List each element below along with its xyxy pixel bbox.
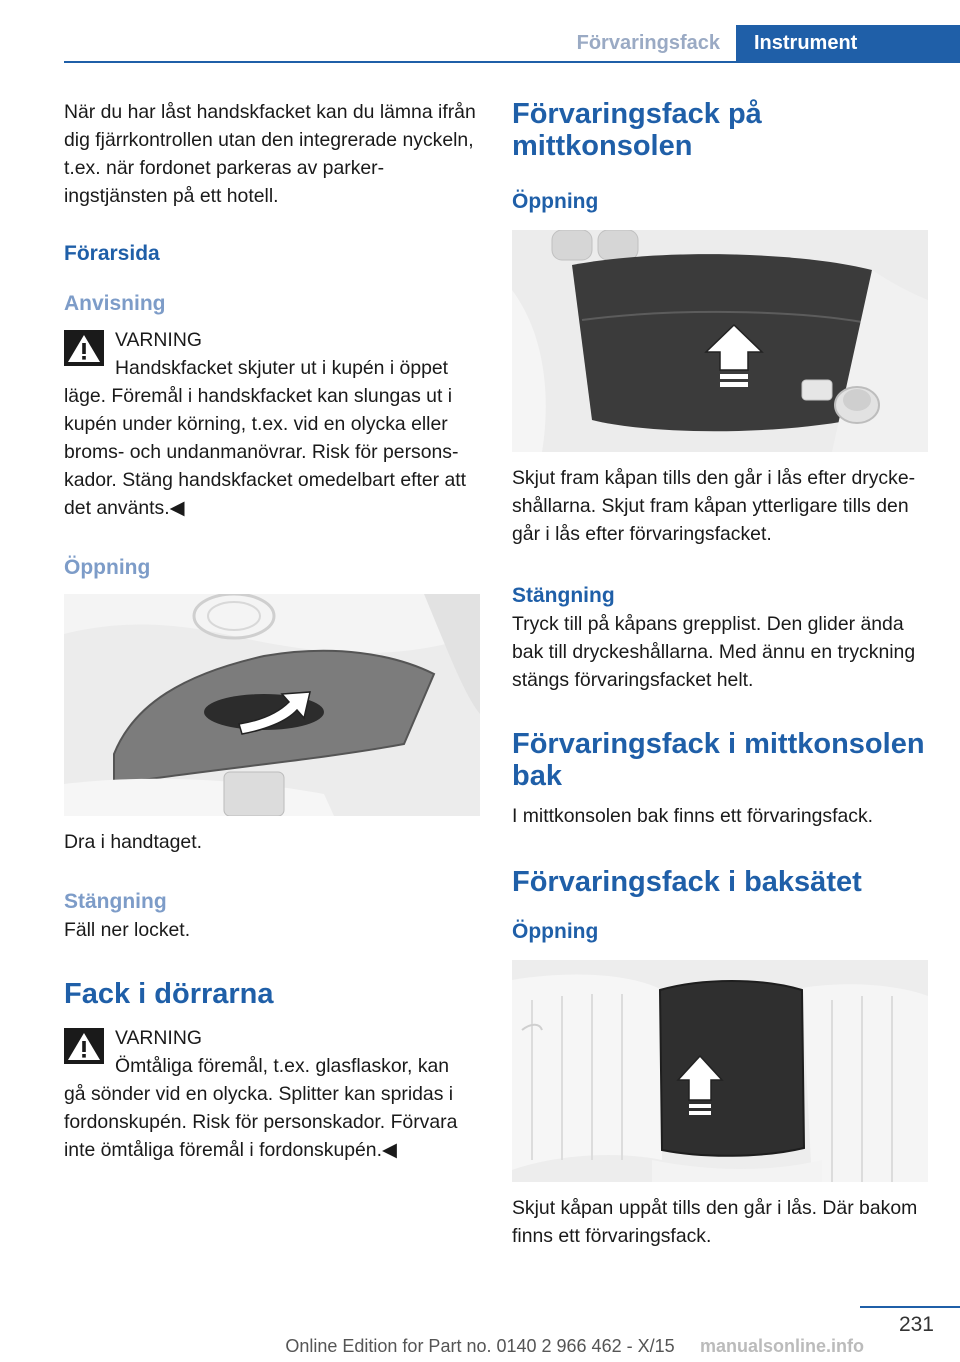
heading-fack-dorrarna: Fack i dörrarna bbox=[64, 978, 274, 1010]
heading-forarsida: Förarsida bbox=[64, 242, 160, 265]
center-console-caption: Skjut fram kåpan tills den går i lås efter drycke‐shållarna. Skjut fram kåpan ytterligare tills den går i lås efter förvaringsfacket. bbox=[512, 467, 916, 545]
page-number: 231 bbox=[898, 1313, 934, 1336]
heading-oppning-right-1: Öppning bbox=[512, 190, 599, 213]
heading-stangning-left: Stängning bbox=[64, 890, 167, 913]
rear-seat-caption: Skjut kåpan uppåt tills den går i lås. Där bakom finns ett förvaringsfack. bbox=[512, 1197, 918, 1247]
heading-mittkonsolen: Förvaringsfack på mittkonsolen bbox=[512, 98, 762, 162]
warning-triangle-icon bbox=[64, 1028, 104, 1064]
stangning-text-left: Fäll ner locket. bbox=[64, 919, 191, 941]
stangning-text-right: Tryck till på kåpans grepplist. Den glider ända bak till dryckeshållarna. Med ännu en tryckning stängs förvaringsfacket helt. bbox=[512, 613, 916, 691]
rear-seat-illustration bbox=[512, 960, 928, 1182]
warning-box-doors bbox=[64, 1024, 480, 1164]
heading-oppning-right-2: Öppning bbox=[512, 920, 599, 943]
right-column bbox=[512, 98, 928, 1250]
header-chapter-tab: Instrument bbox=[736, 25, 960, 63]
header-section-title: Förvaringsfack bbox=[576, 32, 720, 54]
mittkonsolen-bak-text: I mittkonsolen bak finns ett förvaringsfack. bbox=[512, 805, 874, 827]
footer-edition: Online Edition for Part no. 0140 2 966 462 - X/15 bbox=[285, 1336, 675, 1356]
heading-baksatet: Förvaringsfack i baksätet bbox=[512, 866, 862, 898]
left-column bbox=[64, 98, 480, 1164]
heading-anvisning: Anvisning bbox=[64, 292, 166, 315]
heading-stangning-right: Stängning bbox=[512, 584, 615, 607]
center-console-illustration bbox=[512, 230, 928, 452]
warning-first-line: Ömtåliga föremål, t.ex. glasflaskor, kan bbox=[115, 1055, 450, 1077]
warning-triangle-icon bbox=[64, 330, 104, 366]
glovebox-illustration bbox=[64, 594, 480, 816]
footer-rule bbox=[860, 1306, 960, 1308]
watermark: manualsonline.info bbox=[700, 1336, 865, 1356]
glovebox-caption: Dra i handtaget. bbox=[64, 831, 202, 853]
warning-text: gå sönder vid en olycka. Splitter kan spridas i fordonskupén. Risk för personskador. Förvara inte ömtåliga föremål i fordonskupén.◀ bbox=[64, 1083, 458, 1161]
intro-paragraph: När du har låst handskfacket kan du lämna ifrån dig fjärrkontrollen utan den integrerade nyckeln, t.ex. när fordonet parkeras av parker‐ingstjänsten på ett hotell. bbox=[64, 101, 476, 207]
header-rule bbox=[64, 61, 960, 63]
warning-first-line: Handskfacket skjuter ut i kupén i öppet bbox=[115, 357, 449, 379]
warning-label: VARNING bbox=[115, 1027, 202, 1049]
heading-oppning-left: Öppning bbox=[64, 556, 151, 579]
warning-label: VARNING bbox=[115, 329, 202, 351]
heading-mittkonsolen-bak: Förvaringsfack i mittkonsolen bak bbox=[512, 728, 925, 792]
warning-box-glovebox bbox=[64, 326, 480, 522]
warning-text: läge. Föremål i handskfacket kan slungas ut i kupén under körning, t.ex. vid en olycka eller broms- och undanmanövrar. Risk för persons‐kador. Stäng handskfacket omedelbart efter att det använts.◀ bbox=[64, 385, 467, 519]
